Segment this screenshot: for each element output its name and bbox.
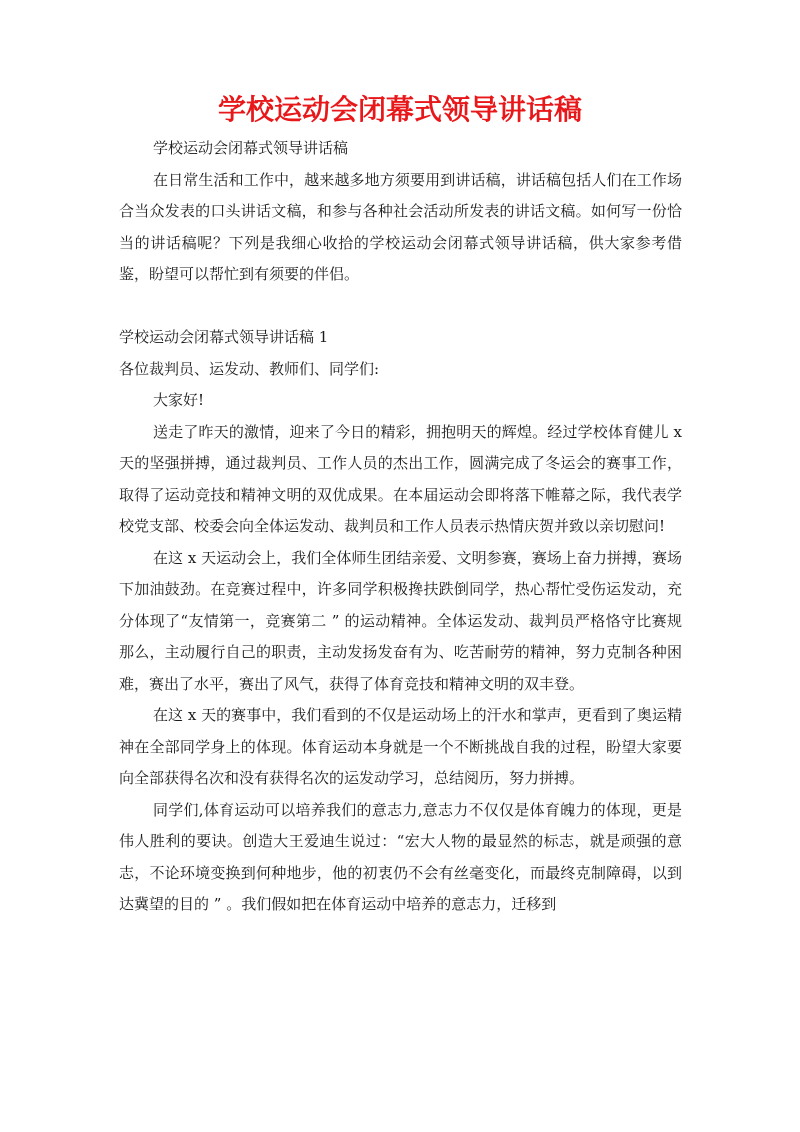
document-title: 学校运动会闭幕式领导讲话稿 xyxy=(217,93,582,126)
document-subtitle: 学校运动会闭幕式领导讲话稿 xyxy=(153,139,349,157)
body-paragraph: 在这 x 天的赛事中，我们看到的不仅是运动场上的汗水和掌声，更看到了奥运精神在全部同学身上的体现。体育运动本身就是一个不断挑战自我的过程，盼望大家要向全部获得名次和没有获得名次的运发动学习，总结阅历，努力拼搏。 xyxy=(119,706,682,787)
salutation: 各位裁判员、运发动、教师们、同学们: xyxy=(119,359,380,378)
greeting: 大家好! xyxy=(153,391,205,409)
intro-paragraph: 在日常生活和工作中，越来越多地方须要用到讲话稿，讲话稿包括人们在工作场合当众发表的口头讲话文稿，和参与各种社会活动所发表的讲话文稿。如何写一份恰当的讲话稿呢？下列是我细心收拾的学校运动会闭幕式领导讲话稿，供大家参考借鉴，盼望可以帮忙到有须要的伴侣。 xyxy=(119,170,682,283)
blank-line xyxy=(119,291,682,323)
body-paragraph: 同学们,体育运动可以培养我们的意志力,意志力不仅仅是体育魄力的体现，更是伟人胜利的要诀。创造大王爱迪生说过：“宏大人物的最显然的标志，就是顽强的意志，不论环境变换到何种地步，他的初衷仍不会有丝毫变化，而最终克制障碍，以到达冀望的目的 ” 。我们假如把在体育运动中培养的意志力，迁移到 xyxy=(119,800,682,913)
body-paragraph: 在这 x 天运动会上，我们全体师生团结亲爱、文明参赛，赛场上奋力拼搏，赛场下加油鼓劲。在竞赛过程中，许多同学积极搀扶跌倒同学，热心帮忙受伤运发动，充分体现了“友情第一，竞赛第二 ” 的运动精神。全体运发动、裁判员严格恪守比赛规那么，主动履行自己的职责，主动发扬发奋有为、吃苦耐劳的精神，努力克制各种困难，赛出了水平，赛出了风气，获得了体育竞技和精神文明的双丰登。 xyxy=(119,548,682,693)
speech-heading: 学校运动会闭幕式领导讲话稿 1 xyxy=(119,328,329,346)
body-paragraph: 送走了昨天的激情，迎来了今日的精彩，拥抱明天的辉煌。经过学校体育健儿 x 天的坚强拼搏，通过裁判员、工作人员的杰出工作，圆满完成了冬运会的赛事工作，取得了运动竞技和精神文明的双优成果。在本届运动会即将落下帷幕之际，我代表学校党支部、校委会向全体运发动、裁判员和工作人员表示热情庆贺并致以亲切慰问! xyxy=(119,422,682,535)
document-body xyxy=(119,133,682,921)
